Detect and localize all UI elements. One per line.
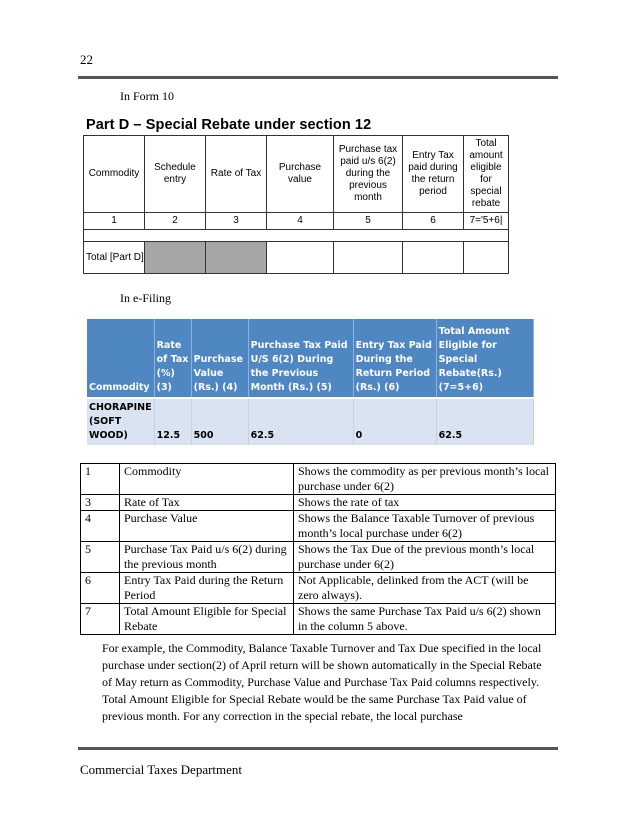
form10-total-label: Total [Part D] bbox=[84, 242, 145, 274]
form10-shaded-cell bbox=[206, 242, 267, 274]
description-num: 3 bbox=[81, 495, 120, 511]
form10-number-cell: 2 bbox=[145, 213, 206, 230]
form10-header-cell: Purchase value bbox=[267, 136, 334, 213]
description-field: Rate of Tax bbox=[120, 495, 294, 511]
description-text: Shows the rate of tax bbox=[294, 495, 556, 511]
description-row bbox=[81, 573, 556, 604]
efiling-header-cell: Purchase Tax Paid U/S 6(2) During the Previous Month (Rs.) (5) bbox=[248, 319, 353, 398]
form10-header-cell: Rate of Tax bbox=[206, 136, 267, 213]
description-field: Commodity bbox=[120, 464, 294, 495]
description-num: 7 bbox=[81, 604, 120, 635]
form10-number-cell: 5 bbox=[334, 213, 403, 230]
form10-number-row bbox=[84, 213, 509, 230]
form10-header-row bbox=[84, 136, 509, 213]
description-field: Entry Tax Paid during the Return Period bbox=[120, 573, 294, 604]
form10-number-cell: 1 bbox=[84, 213, 145, 230]
form10-number-cell: 7='5+6| bbox=[464, 213, 509, 230]
efiling-header-cell: Commodity bbox=[87, 319, 154, 398]
description-field: Total Amount Eligible for Special Rebate bbox=[120, 604, 294, 635]
efiling-data-cell: 12.5 bbox=[154, 398, 191, 445]
footer-text: Commercial Taxes Department bbox=[80, 762, 243, 777]
form10-total-cell bbox=[334, 242, 403, 274]
description-text: Shows the same Purchase Tax Paid u/s 6(2) shown in the column 5 above. bbox=[294, 604, 556, 635]
description-text: Shows the commodity as per previous month’s local purchase under 6(2) bbox=[294, 464, 556, 495]
description-field: Purchase Value bbox=[120, 511, 294, 542]
description-row bbox=[81, 542, 556, 573]
form10-total-cell bbox=[464, 242, 509, 274]
efiling-caption: In e-Filing bbox=[120, 291, 171, 305]
efiling-header-cell: Entry Tax Paid During the Return Period (Rs.) (6) bbox=[353, 319, 436, 398]
description-row bbox=[81, 495, 556, 511]
description-table bbox=[80, 463, 556, 635]
efiling-header-row bbox=[87, 319, 533, 398]
form10-spacer-row bbox=[84, 230, 509, 242]
form10-total-cell bbox=[267, 242, 334, 274]
header-rule bbox=[78, 76, 558, 79]
page-number: 22 bbox=[80, 52, 93, 67]
description-text: Shows the Balance Taxable Turnover of previous month’s local purchase under 6(2) bbox=[294, 511, 556, 542]
description-text: Not Applicable, delinked from the ACT (will be zero always). bbox=[294, 573, 556, 604]
efiling-header-cell: Total Amount Eligible for Special Rebate(Rs.) (7=5+6) bbox=[436, 319, 533, 398]
form10-number-cell: 4 bbox=[267, 213, 334, 230]
form10-header-cell: Entry Tax paid during the return period bbox=[403, 136, 464, 213]
description-num: 5 bbox=[81, 542, 120, 573]
form10-header-cell: Commodity bbox=[84, 136, 145, 213]
form10-header-cell: Total amount eligible for special rebate bbox=[464, 136, 509, 213]
form10-header-cell: Schedule entry bbox=[145, 136, 206, 213]
form10-table bbox=[83, 135, 509, 274]
description-row bbox=[81, 511, 556, 542]
efiling-data-cell: 62.5 bbox=[436, 398, 533, 445]
efiling-data-cell: 62.5 bbox=[248, 398, 353, 445]
form10-number-cell: 3 bbox=[206, 213, 267, 230]
form10-header-cell: Purchase tax paid u/s 6(2) during the previous month bbox=[334, 136, 403, 213]
description-num: 4 bbox=[81, 511, 120, 542]
description-text: Shows the Tax Due of the previous month’s local purchase under 6(2) bbox=[294, 542, 556, 573]
efiling-table bbox=[87, 319, 534, 445]
body-paragraph: For example, the Commodity, Balance Taxable Turnover and Tax Due specified in the local purchase under section(2) of April return will be shown automatically in the Special Rebate of May return as Commodity, Purchase Value and Purchase Tax Paid columns respectively. Total Amount Eligible for Special Rebate would be the same Purchase Tax Paid value of previous month. For any correction in the special rebate, the local purchase bbox=[102, 641, 542, 723]
form10-number-cell: 6 bbox=[403, 213, 464, 230]
form10-total-row bbox=[84, 242, 509, 274]
efiling-data-row bbox=[87, 398, 533, 445]
form10-title: Part D – Special Rebate under section 12 bbox=[86, 117, 372, 133]
description-field: Purchase Tax Paid u/s 6(2) during the previous month bbox=[120, 542, 294, 573]
description-num: 1 bbox=[81, 464, 120, 495]
efiling-data-cell: 500 bbox=[191, 398, 248, 445]
description-row bbox=[81, 604, 556, 635]
efiling-header-cell: Rate of Tax (%) (3) bbox=[154, 319, 191, 398]
form10-shaded-cell bbox=[145, 242, 206, 274]
efiling-data-cell: CHORAPINE (SOFT WOOD) bbox=[87, 398, 154, 445]
efiling-data-cell: 0 bbox=[353, 398, 436, 445]
form10-total-cell bbox=[403, 242, 464, 274]
description-num: 6 bbox=[81, 573, 120, 604]
form10-caption: In Form 10 bbox=[120, 89, 174, 103]
description-row bbox=[81, 464, 556, 495]
efiling-header-cell: Purchase Value (Rs.) (4) bbox=[191, 319, 248, 398]
footer-rule bbox=[78, 747, 558, 750]
